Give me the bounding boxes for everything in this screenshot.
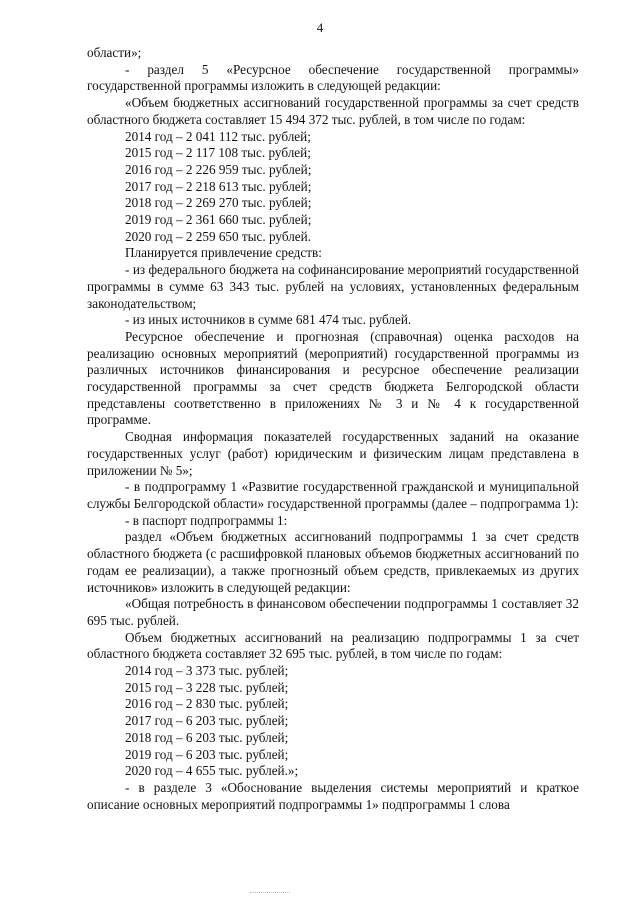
paragraph: Ресурсное обеспечение и прогнозная (справочная) оценка расходов на реализацию основных мероприятий (мероприятий) государственной программы из различных источников финансирования и ресурсное обеспечение реализации государственной программы за счет средств бюджета Белгородской области представлены соответственно в приложениях № 3 и № 4 к государственной программе. <box>87 328 579 428</box>
year-line: 2014 год – 3 373 тыс. рублей; <box>125 663 289 679</box>
year-line: 2017 год – 6 203 тыс. рублей; <box>125 713 289 729</box>
page-number: 4 <box>316 20 324 35</box>
paragraph: области»; <box>87 45 142 60</box>
year-line: 2014 год – 2 041 112 тыс. рублей; <box>125 128 311 144</box>
paragraph: «Объем бюджетных ассигнований государственной программы за счет средств областного бюджета составляет 15 494 372 тыс. рублей, в том числе по годам: <box>87 95 579 127</box>
year-line: 2015 год – 3 228 тыс. рублей; <box>125 679 289 695</box>
year-line: 2020 год – 2 259 650 тыс. рублей. <box>125 228 311 244</box>
paragraph: Сводная информация показателей государственных заданий на оказание государственных услуг (работ) юридическим и физическим лицам представлена в приложении № 5»; <box>87 429 579 478</box>
year-line: 2019 год – 6 203 тыс. рублей; <box>125 746 289 762</box>
paragraph: - в паспорт подпрограммы 1: <box>125 512 288 528</box>
paragraph: - раздел 5 «Ресурсное обеспечение государственной программы» государственной программы изложить в следующей редакции: <box>87 61 579 94</box>
year-line: 2018 год – 6 203 тыс. рублей; <box>125 729 289 745</box>
paragraph: «Общая потребность в финансовом обеспечении подпрограммы 1 составляет 32 695 тыс. рублей. <box>87 596 579 628</box>
year-line: 2018 год – 2 269 270 тыс. рублей; <box>125 195 312 211</box>
year-line: 2020 год – 4 655 тыс. рублей.»; <box>125 763 299 779</box>
year-line: 2016 год – 2 830 тыс. рублей; <box>125 696 289 712</box>
paragraph: - в разделе 3 «Обоснование выделения системы мероприятий и краткое описание основных мероприятий подпрограммы 1» подпрограммы 1 слова <box>87 779 579 812</box>
year-line: 2016 год – 2 226 959 тыс. рублей; <box>125 161 312 177</box>
paragraph: раздел «Объем бюджетных ассигнований подпрограммы 1 за счет средств областного бюджета (с расшифровкой плановых объемов бюджетных ассигнований по годам ее реализации), а также прогнозный объем средств, привлекаемых из других источников» изложить в следующей редакции: <box>87 529 579 595</box>
paragraph: Объем бюджетных ассигнований на реализацию подпрограммы 1 за счет областного бюджета составляет 32 695 тыс. рублей, в том числе по годам: <box>87 629 579 662</box>
scan-artifact <box>250 892 290 893</box>
year-line: 2019 год – 2 361 660 тыс. рублей; <box>125 212 312 228</box>
paragraph: - из иных источников в сумме 681 474 тыс. рублей. <box>125 312 412 328</box>
paragraph: Планируется привлечение средств: <box>125 245 322 261</box>
year-line: 2015 год – 2 117 108 тыс. рублей; <box>125 145 311 161</box>
paragraph: - из федерального бюджета на софинансирование мероприятий государственной программы в сумме 63 343 тыс. рублей на условиях, установленных федеральным законодательством; <box>87 262 579 311</box>
year-line: 2017 год – 2 218 613 тыс. рублей; <box>125 178 312 194</box>
paragraph: - в подпрограмму 1 «Развитие государственной гражданской и муниципальной службы Белгородской области» государственной программы (далее – подпрограмма 1): <box>87 479 579 511</box>
document-body <box>87 45 579 813</box>
